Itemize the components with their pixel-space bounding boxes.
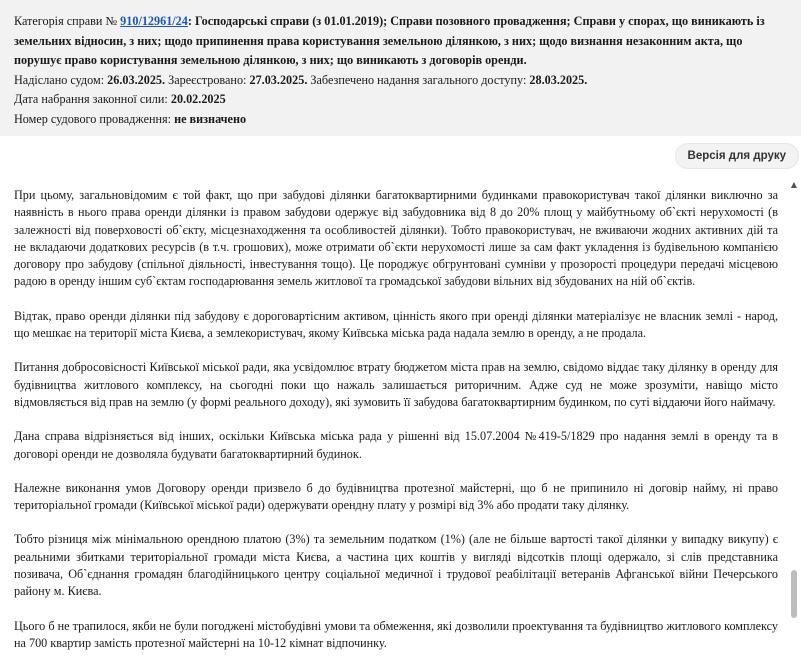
paragraph: При цьому, загальновідомим є той факт, що при забудові ділянки багатоквартирними будинками правокористувач такої ділянки виключно за наявність в нього права оренди ділянки із правом забудови одержує від забудовника від 8 до 20% площ у майбутньому об`єкті нерухомості (в залежності від поверховості об`єкту, місцезнаходження та особливостей ділянки). Тобто правокористувач, не вживаючи жодних активних дій та не вкладаючи додаткових ресурсів (в т.ч. грошових), може отримати об`єкти нерухомості лише за сам факт укладення із будівельною компанією договору про забудову (спільної діяльності, інвестування тощо). Це породжує обгрунтовані сумніви у прозорості процедури передачі місцевою радою в оренду іншим суб`єктам господарювання земель житлової та громадської забудови вільних від збудованих на ній об`єктів.	[14, 188, 778, 289]
paragraph: Відтак, право оренди ділянки під забудову є дороговартісним активом, цінність якого при оренді ділянки матеріалізує не власник землі - народ, що мешкає на території міста Києва, а землекористувач, якому Київська міська рада надала землю в оренду, а не продала.	[14, 308, 778, 341]
category-label: Категорія справи №	[14, 14, 118, 28]
print-version-button[interactable]: Версія для друку	[675, 143, 799, 169]
registered-label: Зареєстровано:	[168, 72, 247, 87]
proceeding-value: не визначено	[174, 111, 247, 126]
proceeding-line	[14, 110, 787, 130]
paragraph: Дана справа відрізняється від інших, оскільки Київська міська рада у рішенні від 15.07.2004 №419-5/1829 про надання землі в оренду та в договорі оренди не дозволяла будувати багатоквартирний будинок.	[14, 429, 778, 461]
effective-date: 20.02.2025	[170, 92, 226, 106]
paragraph: Питання добросовісності Київської міської ради, яка усвідомлює втрату бюджетом міста прав на землю, свідомо віддає таку ділянку в оренду для будівництва житлового комплексу, на сьогодні поки що нажаль залишається риторичним. Адже суд не може зрозуміти, навіщо місто відмовляється від прав на землю (у формі реального доходу), які зумовить її забудова багатоквартирним будинком, по суті віддаючи його наймачу.	[14, 360, 778, 409]
category-text: : Господарські справи (з 01.01.2019); Справи позовного провадження; Справи у спорах, що виникають із земельних відносин, з них; щодо припинення права користування земельною ділянкою, з них; щодо визнання незаконним акта, що порушує право користування земельною ділянкою, з них; що виникають з договорів оренди.	[14, 14, 765, 67]
sent-date: 26.03.2025.	[107, 72, 166, 87]
dates-line	[14, 71, 787, 91]
scroll-thumb[interactable]	[791, 570, 797, 618]
case-info-panel	[0, 0, 801, 136]
paragraph: Належне виконання умов Договору оренди призвело б до будівництва протезної майстерні, що б не припинило ні договір найму, ні право територіальної громади (Київської міської ради) одержувати орендну плату у розмірі від 3% або продати таку ділянку.	[14, 480, 778, 513]
document-viewer[interactable]	[0, 176, 801, 667]
case-number-link[interactable]: 910/12961/24	[120, 14, 188, 28]
scroll-up-arrow-icon[interactable]: ▲	[790, 180, 798, 189]
paragraph: Тобто різниця між мінімальною орендною платою (3%) та земельним податком (1%) (але не більше вартості такої ділянки у випадку викупу) є реальними збитками територіальної громади міста Києва, а частина цих коштів у вигляді відсотків площі одержало, зі слів представника позивача, Об`єднання громадян благодійницького центру соціальної медичної і трудової реабілітації ветеранів Афганської війни Печерського району м. Києва.	[14, 532, 778, 599]
registered-date: 27.03.2025.	[249, 72, 308, 87]
document-body	[14, 187, 778, 667]
paragraph: Цього б не трапилося, якби не були погоджені містобудівні умови та обмеження, які дозволили проектування та будівництво житлового комплексу на 700 квартир замість протезної майстерні на 10-12 кімнат відпочинку.	[14, 618, 778, 650]
proceeding-label: Номер судового провадження:	[14, 111, 172, 126]
case-category	[14, 12, 787, 71]
access-label: Забезпечено надання загального доступу:	[310, 72, 527, 87]
effective-label: Дата набрання законної сили:	[14, 92, 168, 106]
effective-line	[14, 90, 787, 110]
vertical-scrollbar[interactable]	[787, 176, 801, 667]
access-date: 28.03.2025.	[529, 72, 588, 87]
document-toolbar	[0, 136, 801, 176]
sent-label: Надіслано судом:	[14, 72, 105, 87]
